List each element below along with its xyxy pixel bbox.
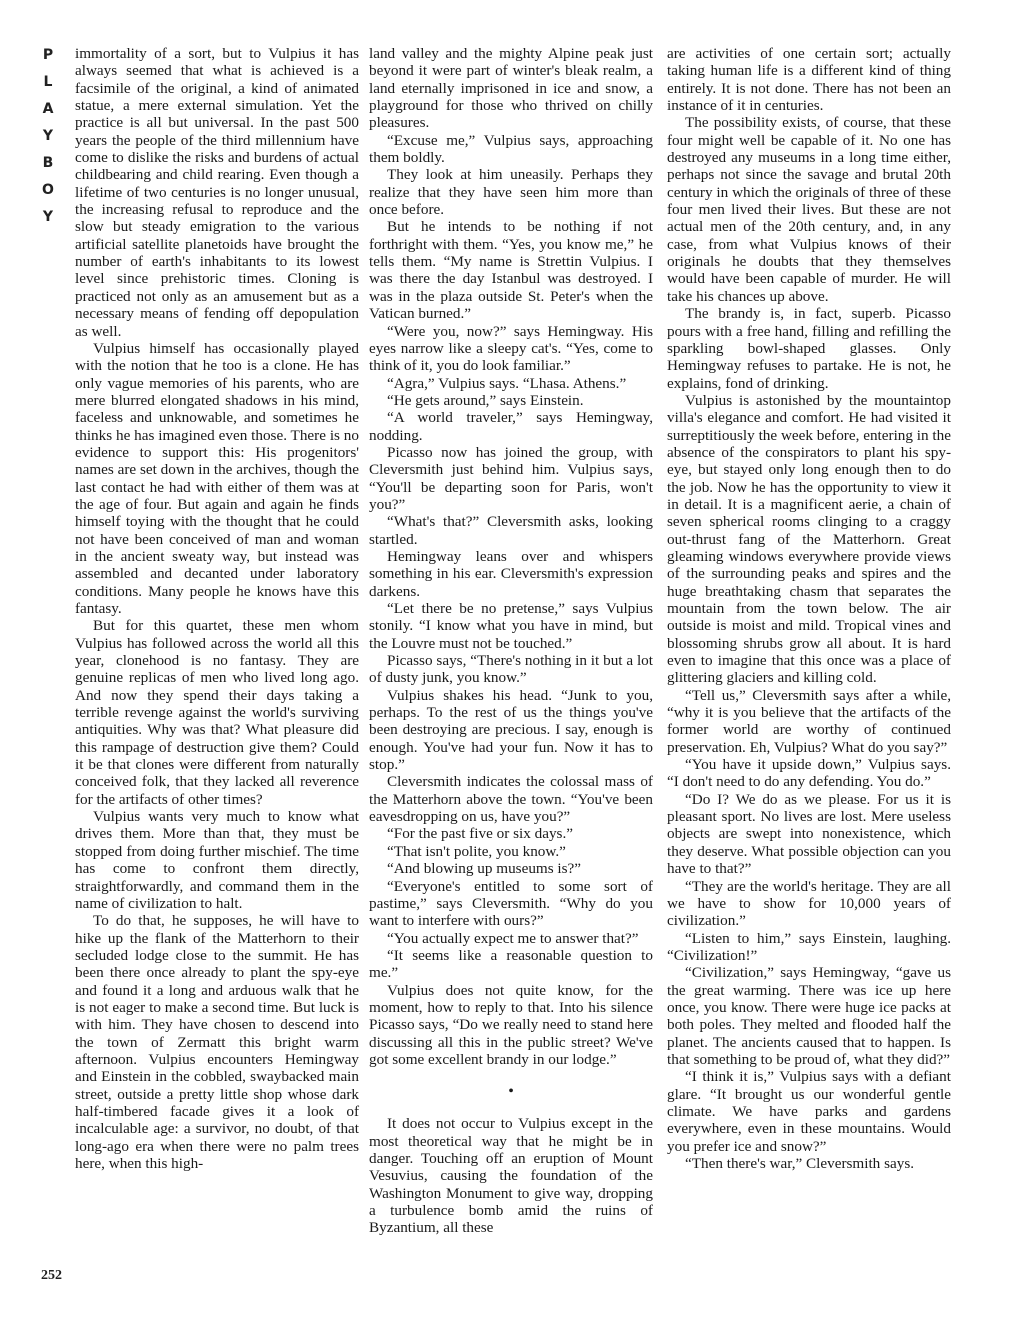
paragraph: “For the past five or six days.” <box>387 825 574 843</box>
paragraph: Picasso says, “There's nothing in it but a lot of dusty junk, you know.” <box>369 652 653 687</box>
paragraph: “What's that?” Cleversmith asks, looking startled. <box>369 513 653 548</box>
paragraph: are activities of one certain sort; actually taking human life is a different kind of thing entirely. It is not done. There has not been an instance of it in centuries. <box>667 45 951 115</box>
text-column-3 <box>667 45 951 1172</box>
paragraph: “Let there be no pretense,” says Vulpius stonily. “I know what you have in mind, but the Louvre must not be touched.” <box>369 600 653 652</box>
paragraph: It does not occur to Vulpius except in the most theoretical way that he might be in danger. Touching off an eruption of Mount Vesuvius, causing the foundation of the Washington Monument to give way, dropping a turbulence bomb amid the ruins of Byzantium, all these <box>369 1115 653 1237</box>
paragraph: “Agra,” Vulpius says. “Lhasa. Athens.” <box>387 374 627 392</box>
logo-letter: O <box>42 182 54 198</box>
text-column-2 <box>369 45 653 1237</box>
paragraph: land valley and the mighty Alpine peak just beyond it were part of winter's bleak realm, a land eternally imprisoned in ice and snow, a playground for those who thrived on chilly pleasures. <box>369 45 653 132</box>
paragraph: “It seems like a reasonable question to me.” <box>369 946 653 982</box>
paragraph: To do that, he supposes, he will have to hike up the flank of the Matterhorn to their secluded lodge close to the summit. He has been there once already to plant the spy-eye and found it a long and arduous walk that he is not eager to make a second time. But luck is with him. They have chosen to descend into the town of Zermatt this bright warm afternoon. Vulpius encounters Hemingway and Einstein in the cobbled, swaybacked main street, outside a pretty little shop whose dark half-timbered facade gives it a look of incalculable age: a survivor, no doubt, of that long-ago era when there were no palm trees here, when this high- <box>75 912 359 1172</box>
paragraph: The brandy is, in fact, superb. Picasso pours with a free hand, filling and refilling the sparkling bowl-shaped glasses. Only Hemingway refuses to partake. He is not, he explains, fond of drinking. <box>667 305 951 392</box>
page-number: 252 <box>41 1268 62 1283</box>
paragraph: “Do I? We do as we please. For us it is pleasant sport. No lives are lost. Mere useless objects are swept into nonexistence, which they deserve. What possible objection can you have to that?” <box>667 790 951 878</box>
paragraph: “I think it is,” Vulpius says with a defiant glare. “It brought us our wonderful gentle climate. We have parks and gardens everywhere, even in these mountains. Would you prefer ice and snow?” <box>667 1068 951 1155</box>
paragraph: “You have it upside down,” Vulpius says. “I don't need to do any defending. You do.” <box>667 756 951 791</box>
paragraph: “And blowing up museums is?” <box>387 860 582 878</box>
paragraph: Vulpius is astonished by the mountaintop villa's elegance and comfort. He had visited it surreptitiously the week before, entering in the absence of the conspirators to plant his spy-eye, but stayed only long enough then to do the job. Now he has the opportunity to view it in detail. It is a magnificent aerie, a chain of seven spherical rooms clinging to a craggy out-thrust fang of the Matterhorn. Great gleaming windows everywhere provide views of the surrounding peaks and spires and the huge breathtaking chasm that separates the mountain from the town below. The air outside is moist and mild. Tropical vines and blossoming shrubs grow all about. It is hard even to imagine that this once was a place of glittering glaciers and killing cold. <box>667 391 951 687</box>
paragraph: The possibility exists, of course, that these four might well be capable of it. No one has destroyed any museums in a long time either, perhaps not since the savage and brutal 20th century in which the originals of three of these four men lived their lives. But these are not actual men of the 20th century, and, in any case, from what Vulpius knows of their originals he doubts that they themselves would have been capable of murder. He will take his chances up above. <box>667 114 951 305</box>
paragraph: “You actually expect me to answer that?” <box>387 929 639 947</box>
paragraph: But he intends to be nothing if not forthright with them. “Yes, you know me,” he tells them. “My name is Strettin Vulpius. I was there the day Istanbul was destroyed. I was in the plaza outside St. Peter's when the Vatican burned.” <box>369 218 653 323</box>
logo-letter: B <box>42 155 54 171</box>
paragraph: “A world traveler,” says Hemingway, nodding. <box>369 409 653 444</box>
paragraph: But for this quartet, these men whom Vulpius has followed across the world all this year, clonehood is no fantasy. They are genuine replicas of men who lived long ago. And now they spend their days taking a terrible revenge against the world's surviving antiquities. Why was that? What pleasure did this rampage of destruction give them? Could it be that clones were different from naturally conceived folk, that they lacked all reverence for the artifacts of other times? <box>75 617 359 808</box>
paragraph: Vulpius shakes his head. “Junk to you, perhaps. To the rest of us the things you've been destroying are precious. I say, enough is enough. You've had your fun. Now it has to stop.” <box>369 686 653 774</box>
paragraph: “Excuse me,” Vulpius says, approaching them boldly. <box>369 131 653 167</box>
paragraph: Hemingway leans over and whispers something in his ear. Cleversmith's expression darkens. <box>369 547 653 600</box>
paragraph: “Then there's war,” Cleversmith says. <box>685 1155 915 1172</box>
section-break-bullet: • <box>508 1083 514 1101</box>
paragraph: immortality of a sort, but to Vulpius it has always seemed that what is achieved is a facsimile of the original, a kind of animated statue, a mere external simulation. Yet the practice is all but universal. In the past 500 years the people of the third millennium have come to dislike the risks and burdens of actual childbearing and child rearing. Even though a lifetime of two centuries is no longer unusual, the increasing refusal to reproduce and the slow but steady emigration to the various artificial satellite planetoids have brought the number of earth's inhabitants to its lowest level since prehistoric times. Cloning is practiced not only as an amusement but as a necessary means of fending off depopulation as well. <box>75 45 359 340</box>
text-column-1 <box>75 45 359 1172</box>
paragraph: Vulpius wants very much to know what drives them. More than that, they must be stopped from doing further mischief. The time has come to confront them directly, straightforwardly, and command them in the name of civilization to halt. <box>75 808 359 912</box>
logo-letter: Y <box>42 128 54 144</box>
paragraph: “He gets around,” says Einstein. <box>387 391 584 409</box>
paragraph: Cleversmith indicates the colossal mass of the Matterhorn above the town. “You've been eavesdropping on us, have you?” <box>369 773 653 826</box>
paragraph: “Everyone's entitled to some sort of pastime,” says Cleversmith. “Why do you want to interfere with ours?” <box>369 877 653 930</box>
logo-letter: Y <box>42 209 54 225</box>
paragraph: Vulpius himself has occasionally played with the notion that he too is a clone. He has only vague memories of his parents, who are mere blurred elongated shadows in his mind, faceless and unknowable, and sometimes he thinks he has imagined even those. There is no evidence to support this: His progenitors' names are set down in the archives, though the last contact he had with either of them was at the age of four. But again and again he finds himself toying with the thought that he could not have been conceived of man and woman in the ancient sweaty way, but instead was assembled and decanted under laboratory conditions. Many people he knows have this fantasy. <box>75 339 359 617</box>
logo-letter: L <box>43 74 53 90</box>
paragraph: “Civilization,” says Hemingway, “gave us the great warming. There was ice up here once, you know. There were huge ice packs at both poles. They melted and flooded half the planet. The ancients caused that to happen. Is that something to be proud of, what they did?” <box>667 964 951 1068</box>
logo-letter: P <box>42 47 54 63</box>
paragraph: “They are the world's heritage. They are all we have to show for 10,000 years of civilization.” <box>667 877 951 930</box>
paragraph: “Tell us,” Cleversmith says after a while, “why it is you believe that the artifacts of the former world are worthy of continued preservation. Eh, Vulpius? What do you say?” <box>667 686 951 756</box>
paragraph: “Were you, now?” says Hemingway. His eyes narrow like a sleepy cat's. “Yes, come to think of it, you do look familiar.” <box>369 322 653 375</box>
magazine-vertical-logo <box>37 42 59 231</box>
paragraph: “Listen to him,” says Einstein, laughing. “Civilization!” <box>667 929 951 964</box>
paragraph: Picasso now has joined the group, with Cleversmith just behind him. Vulpius says, “You'll be departing soon for Paris, won't you?” <box>369 443 653 513</box>
paragraph: Vulpius does not quite know, for the moment, how to reply to that. Into his silence Picasso says, “Do we really need to stand here discussing all this in the public street? We've got some excellent brandy in our lodge.” <box>369 981 653 1068</box>
logo-letter: A <box>42 101 54 117</box>
paragraph: “That isn't polite, you know.” <box>387 842 566 860</box>
paragraph: They look at him uneasily. Perhaps they realize that they have seen him more than once before. <box>369 166 653 219</box>
